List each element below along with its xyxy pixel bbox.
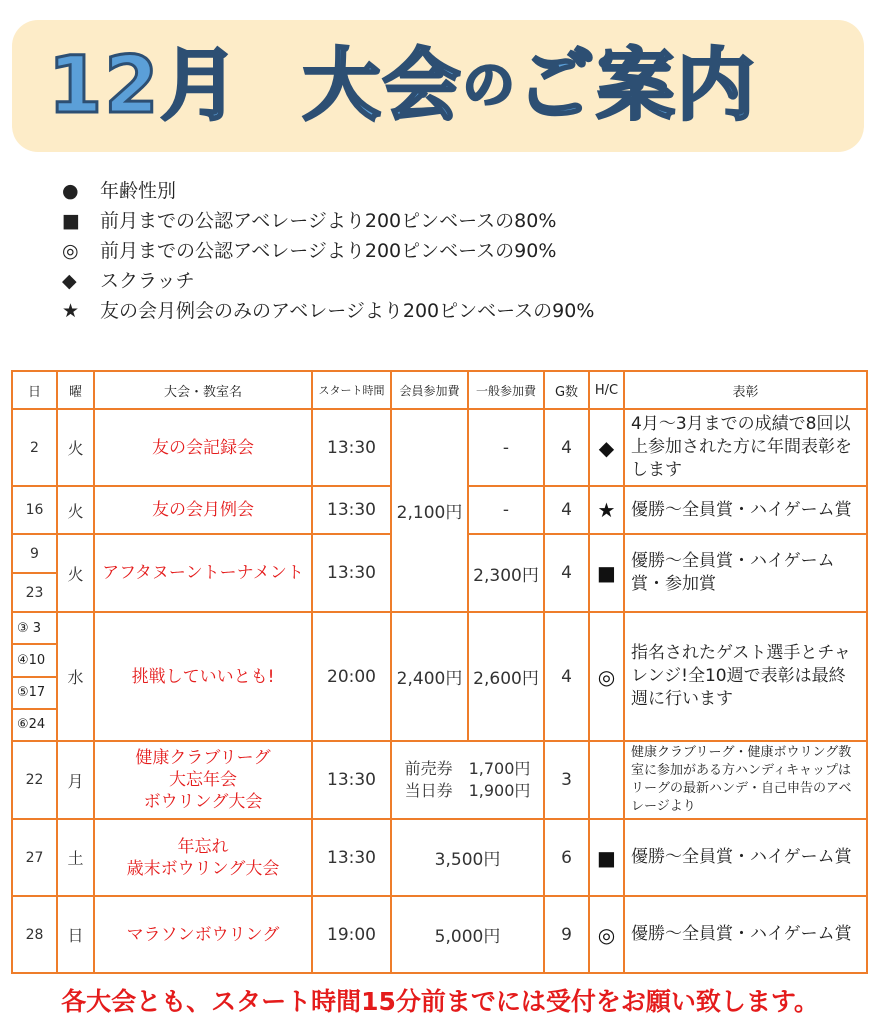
header-dow: 曜 — [57, 371, 94, 409]
event-name: アフタヌーントーナメント — [94, 534, 312, 612]
day-cell: 28 — [12, 896, 57, 973]
games-count: 4 — [544, 486, 589, 534]
event-name-line: 歳末ボウリング大会 — [126, 858, 280, 879]
event-name-line: 大忘年会 — [169, 770, 237, 790]
dow-cell: 火 — [57, 409, 94, 486]
event-name: マラソンボウリング — [94, 896, 312, 973]
legend-item — [62, 266, 594, 296]
ticket-fees — [391, 741, 544, 819]
header-games: G数 — [544, 371, 589, 409]
same-day-ticket-fee: 当日券 1,900円 — [404, 781, 531, 800]
title-word-no: の — [462, 56, 517, 116]
start-time: 19:00 — [312, 896, 391, 973]
day-cell — [12, 612, 57, 741]
legend-item — [62, 176, 594, 206]
day-value: 23 — [13, 572, 56, 611]
games-count: 4 — [544, 409, 589, 486]
start-time: 13:30 — [312, 409, 391, 486]
square-icon: ■ — [589, 819, 624, 896]
start-time: 13:30 — [312, 741, 391, 819]
general-fee: - — [468, 409, 544, 486]
award-text: 優勝～全員賞・ハイゲーム賞・参加賞 — [624, 534, 867, 612]
start-time: 13:30 — [312, 819, 391, 896]
member-fee: 2,400円 — [391, 612, 468, 741]
double-circle-icon: ◎ — [62, 240, 79, 262]
games-count: 3 — [544, 741, 589, 819]
advance-ticket-fee: 前売券 1,700円 — [404, 759, 531, 778]
start-time: 20:00 — [312, 612, 391, 741]
award-text: 健康クラブリーグ・健康ボウリング教室に参加がある方ハンディキャップはリーグの最新ハンデ・自己申告のアベレージより — [624, 741, 867, 819]
schedule-table — [11, 370, 868, 974]
award-text: 優勝～全員賞・ハイゲーム賞 — [624, 486, 867, 534]
title-month: 12月 — [48, 41, 241, 131]
games-count: 9 — [544, 896, 589, 973]
hc-cell — [589, 741, 624, 819]
legend-text: 前月までの公認アベレージより200ピンベースの80% — [100, 210, 557, 232]
header-hc: H/C — [589, 371, 624, 409]
event-name: 挑戦していいとも! — [94, 612, 312, 741]
general-fee: - — [468, 486, 544, 534]
legend-item — [62, 296, 594, 326]
table-row — [12, 612, 867, 741]
diamond-icon: ◆ — [62, 270, 77, 292]
table-row — [12, 409, 867, 486]
handicap-legend — [62, 176, 594, 326]
table-row — [12, 896, 867, 973]
reception-notice: 各大会とも、スタート時間15分前までには受付をお願い致します。 — [61, 987, 819, 1016]
day-cell — [12, 534, 57, 612]
day-value: ⑤17 — [13, 676, 56, 708]
header-event: 大会・教室名 — [94, 371, 312, 409]
title-word-goannai: ご案内 — [516, 41, 757, 131]
legend-item — [62, 206, 594, 236]
general-fee: 2,600円 — [468, 612, 544, 741]
event-name — [94, 819, 312, 896]
header-day: 日 — [12, 371, 57, 409]
day-value: ③ 3 — [17, 620, 42, 636]
legend-item — [62, 236, 594, 266]
event-name-line: 年忘れ — [177, 836, 229, 857]
dow-cell: 日 — [57, 896, 94, 973]
legend-text: 友の会月例会のみのアベレージより200ピンベースの90% — [100, 300, 595, 322]
event-name-line: ボウリング大会 — [143, 792, 263, 812]
header-award: 表彰 — [624, 371, 867, 409]
day-cell: 2 — [12, 409, 57, 486]
title-word-taikai: 大会 — [302, 41, 463, 131]
award-text: 指名されたゲスト選手とチャレンジ!全10週で表彰は最終週に行います — [624, 612, 867, 741]
square-icon: ■ — [62, 210, 80, 232]
circle-icon: ● — [62, 180, 79, 202]
double-circle-icon: ◎ — [589, 612, 624, 741]
table-row — [12, 741, 867, 819]
header-member-fee: 会員参加費 — [391, 371, 468, 409]
day-value: ④10 — [13, 643, 56, 675]
legend-text: 年齢性別 — [100, 180, 177, 202]
award-text: 優勝～全員賞・ハイゲーム賞 — [624, 819, 867, 896]
start-time: 13:30 — [312, 486, 391, 534]
day-value: ⑥24 — [13, 708, 56, 740]
double-circle-icon: ◎ — [589, 896, 624, 973]
event-name: 友の会記録会 — [94, 409, 312, 486]
square-icon: ■ — [589, 534, 624, 612]
award-text: 優勝～全員賞・ハイゲーム賞 — [624, 896, 867, 973]
header-start: スタート時間 — [312, 371, 391, 409]
entry-fee: 5,000円 — [391, 896, 544, 973]
title-banner — [12, 20, 864, 152]
games-count: 4 — [544, 534, 589, 612]
event-name-line: 健康クラブリーグ — [135, 748, 271, 768]
dow-cell: 火 — [57, 486, 94, 534]
legend-text: 前月までの公認アベレージより200ピンベースの90% — [100, 240, 557, 262]
general-fee: 2,300円 — [468, 534, 544, 612]
day-cell: 16 — [12, 486, 57, 534]
star-icon: ★ — [62, 300, 80, 322]
games-count: 4 — [544, 612, 589, 741]
event-name — [94, 741, 312, 819]
day-value: 9 — [30, 545, 39, 562]
member-fee: 2,100円 — [391, 409, 468, 612]
games-count: 6 — [544, 819, 589, 896]
award-text: 4月～3月までの成績で8回以上参加された方に年間表彰をします — [624, 409, 867, 486]
dow-cell: 月 — [57, 741, 94, 819]
header-row — [12, 371, 867, 409]
header-general-fee: 一般参加費 — [468, 371, 544, 409]
day-cell: 27 — [12, 819, 57, 896]
dow-cell: 火 — [57, 534, 94, 612]
legend-text: スクラッチ — [100, 270, 195, 292]
dow-cell: 水 — [57, 612, 94, 741]
event-name: 友の会月例会 — [94, 486, 312, 534]
star-icon: ★ — [589, 486, 624, 534]
diamond-icon: ◆ — [589, 409, 624, 486]
start-time: 13:30 — [312, 534, 391, 612]
dow-cell: 土 — [57, 819, 94, 896]
day-cell: 22 — [12, 741, 57, 819]
table-row — [12, 819, 867, 896]
page-title — [12, 20, 864, 152]
entry-fee: 3,500円 — [391, 819, 544, 896]
